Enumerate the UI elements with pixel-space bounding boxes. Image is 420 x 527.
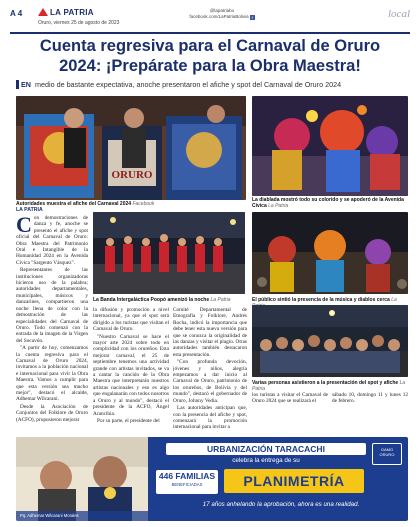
photo-audience[interactable] xyxy=(252,305,408,377)
facebook-icon: f xyxy=(251,15,253,20)
ad-municipality-logo: GAMO ORURO xyxy=(372,443,402,465)
photo-caption-5 xyxy=(252,380,408,392)
ad-photo-caption: Pq. Adhemar Wilcarani Morales xyxy=(20,513,79,518)
photo-public-devils[interactable] xyxy=(252,212,408,294)
photo-diablada-image xyxy=(252,96,408,196)
photo-caption-3 xyxy=(93,297,245,303)
col3-paragraph-2: "Con profunda devoción, jóvenes y niños, alegría empezamos a dar inicio al Carnaval de Oruro, patrimonio de los orureños, de Bolivia y del mundo", destacó el gobernador de Oruro, Johnny Vedia. xyxy=(173,359,247,404)
photo-diablada[interactable] xyxy=(252,96,408,196)
newspaper-logo-text: LA PATRIA xyxy=(50,8,94,17)
photo-authorities-image xyxy=(16,96,246,200)
facebook-url: facebook.com/LaPatriaBolivia xyxy=(189,14,249,19)
photo-caption-4-credit: La xyxy=(391,297,397,303)
social-links xyxy=(182,8,262,20)
dropcap-letter: C xyxy=(16,215,32,237)
col1-paragraph-3: "A partir de hoy, comenzamos la cuenta regresiva para el Carnaval de Oruro 2024, invitamos a la población nacional e internacional para vivir la Obra Maestra. Vamos a cumplir para que esta versión sea mucho mejor", destacó el alcalde, Adhemar Wilcarani. xyxy=(16,345,88,403)
article-byline: LA PATRIA xyxy=(16,207,43,213)
facebook-link[interactable] xyxy=(182,14,262,20)
photo-caption-4-text: El público sintió la presencia de la música y diablos cerca xyxy=(252,297,390,303)
newspaper-logo[interactable] xyxy=(38,8,94,17)
photo-authorities-poster[interactable] xyxy=(16,96,246,200)
ad-families-badge xyxy=(156,470,218,494)
masthead xyxy=(10,8,410,34)
article-column-4 xyxy=(252,392,328,434)
poster-title: ORURO xyxy=(111,169,153,181)
issue-date: Oruro, viernes 25 de agosto de 2023 xyxy=(38,20,120,26)
article-kicker xyxy=(16,80,408,89)
photo-caption-1-text: Autoridades muestra el afiche del Carnaval 2024 xyxy=(16,201,132,207)
photo-band-image xyxy=(93,212,245,294)
article-column-3 xyxy=(173,307,247,433)
article-column-2 xyxy=(93,307,169,433)
article-column-5 xyxy=(332,392,408,434)
col2-paragraph-2: "Nuestro Carnaval se hace el mayor arte 2024 sobre todo en complicidad con los orureños. Esta mejorar carnaval, el 25 de septiembre tenemos una actividad grande con artistas invitados, se va a cantar la canción de la Obra Maestra que interpretarán nuestros artistas nacionales y eso es algo que engalanarán con todos nosotros a Oruro y al mundo", destacó el presidente de la ACFO, Ángel Arancibia. xyxy=(93,333,169,417)
col1-paragraph-4: Desde la Asociación de Conjuntos del Folklore de Oruro (ACFO), propusieron mejorar xyxy=(16,403,88,423)
ad-title: URBANIZACIÓN TARACACHI xyxy=(166,443,366,455)
col2-paragraph-1: la difusión y promoción a nivel internacional, ya que el spot será dirigido a los turistas que visitan el Carnaval de Oruro. xyxy=(93,307,169,333)
photo-caption-2-text: La diablada mostró todo su colorido y se apoderó de la Avenida Cívica xyxy=(252,197,404,209)
ad-badge-main: 446 FAMILIAS xyxy=(158,471,216,481)
col3-paragraph-3: Las autoridades anticipan que, con la presencia del afiche y spot, comenzará la promoción internacional para invitar a xyxy=(173,405,247,431)
photo-caption-3-text: La Banda Intergaláctica Poopó amenizó la noche xyxy=(93,297,210,303)
col1-paragraph-1 xyxy=(16,215,88,266)
article-headline: Cuenta regresiva para el Carnaval de Oruro 2024: ¡Prepárate para la Obra Maestra! xyxy=(39,37,381,75)
photo-caption-1 xyxy=(16,201,246,207)
photo-band[interactable] xyxy=(93,212,245,294)
advertisement-banner[interactable] xyxy=(16,437,408,521)
page-section-number: A 4 xyxy=(10,9,23,18)
photo-audience-image xyxy=(252,305,408,377)
col5-paragraph-1: sábado 10, domingo 11 y lunes 12 de febrero. xyxy=(332,392,408,405)
ad-photo xyxy=(16,437,148,521)
photo-caption-2 xyxy=(252,197,408,209)
col1-paragraph-1-text: on demostraciones de danza y fe, anoche se presentó el afiche y spot oficial del Carnaval de Oruro: Obra Maestra del Patrimonio Oral e Intangible de la Humanidad 2024 en la Avenida Cívica "Sargento Vásquez". xyxy=(16,215,88,266)
photo-caption-5-credit: La Patria xyxy=(252,380,406,392)
ad-subtitle: celebra la entrega de su xyxy=(232,457,300,464)
photo-caption-1-credit: Facebook xyxy=(132,201,155,207)
ad-headline: PLANIMETRÍA xyxy=(224,469,364,493)
col3-paragraph-1: Comité Departamental de Etnografía y Folklore, Andrés Rocha, indicó la importancia que debe tener esta nueva versión para que se conozca la originalidad de las danzas y visitar el plagio. Otras autoridades también destacaron esta presentación. xyxy=(173,307,247,358)
social-handle[interactable]: @lapatriabo xyxy=(209,8,235,13)
photo-caption-2-credit: La Patria xyxy=(268,203,289,209)
photo-public-devils-image xyxy=(252,212,408,294)
col2-paragraph-3: Por su parte, el presidente del xyxy=(97,417,160,424)
logo-mark-icon xyxy=(38,8,48,16)
kicker-text: medio de bastante expectativa, anoche presentaron el afiche y spot del Carnaval de Oruro 2024 xyxy=(35,80,342,89)
section-label: local xyxy=(388,8,410,20)
col4-paragraph-1: los turistas a visitar el Carnaval de Oruro 2024 que se realizará el xyxy=(252,392,328,405)
article-column-1 xyxy=(16,215,88,433)
col1-paragraph-2: Representantes de las instituciones organizadoras hicieron uso de la palabra; autoridades departamentales, municipales, músicos y danzarines, compartieron una noche llena de color con la demostración de las especialidades del Carnaval de Oruro. Todo comenzó con la entrada de la imagen de la Virgen del Socavón. xyxy=(16,267,88,344)
ad-photo-image xyxy=(16,437,148,521)
ad-footer-text: 17 años anhelando la aprobación, ahora es una realidad. xyxy=(202,501,360,508)
ad-badge-sub: BENEFICIADAS xyxy=(171,482,203,487)
kicker-tag: EN xyxy=(16,80,33,89)
photo-caption-3-credit: La Patria xyxy=(210,297,231,303)
photo-caption-5-text: Varias personas asistieron a la presentación del spot y afiche xyxy=(252,380,399,386)
